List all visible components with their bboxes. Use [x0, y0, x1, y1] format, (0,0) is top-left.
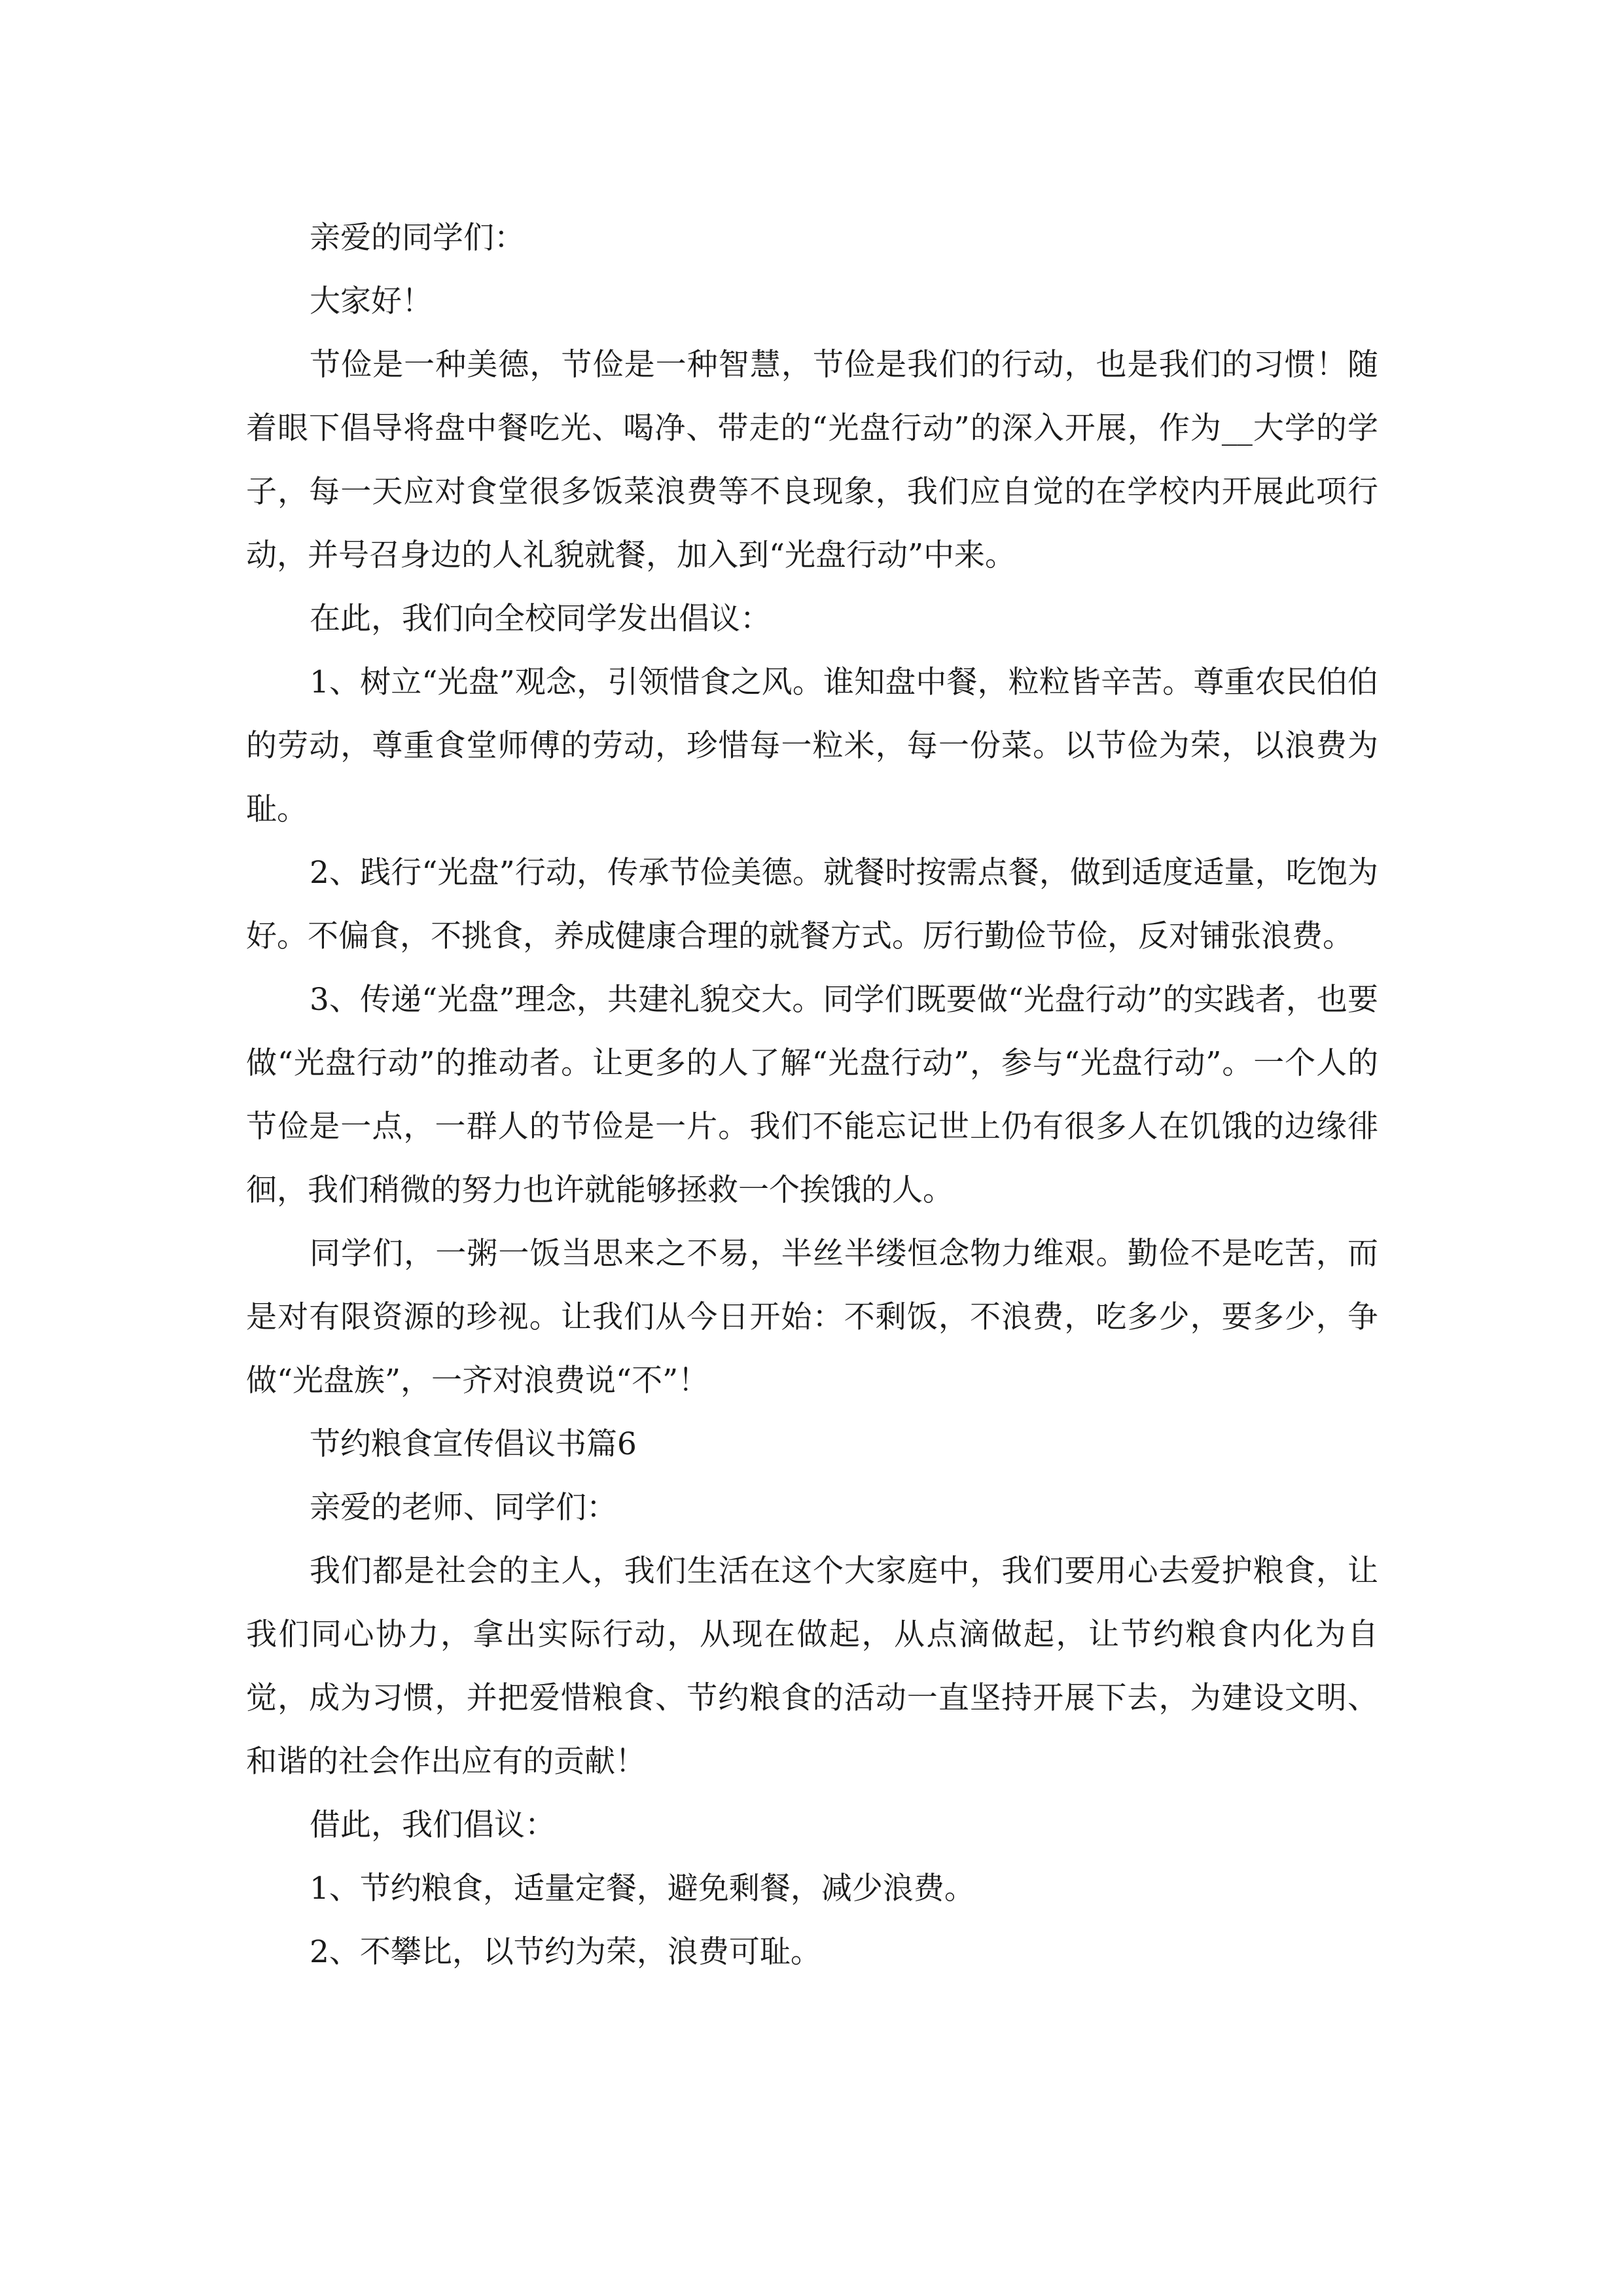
paragraph-closing: 同学们，一粥一饭当思来之不易，半丝半缕恒念物力维艰。勤俭不是吃苦，而是对有限资源的珍视。让我们从今日开始：不剩饭，不浪费，吃多少，要多少，争做“光盘族”，一齐对浪费说“不”！: [246, 1236, 1378, 1399]
paragraph-intro: 节俭是一种美德，节俭是一种智慧，节俭是我们的行动，也是我们的习惯！随着眼下倡导将盘中餐吃光、喝净、带走的“光盘行动”的深入开展，作为__大学的学子，每一天应对食堂很多饭菜浪费等不良现象，我们应自觉的在学校内开展此项行动，并号召身边的人礼貌就餐，加入到“光盘行动”中来。: [246, 347, 1378, 573]
salutation-2: 亲爱的老师、同学们：: [310, 1490, 617, 1526]
proposal-item-2: 2、践行“光盘”行动，传承节俭美德。就餐时按需点餐，做到适度适量，吃饱为好。不偏食，不挑食，养成健康合理的就餐方式。厉行勤俭节俭，反对铺张浪费。: [246, 855, 1378, 954]
document-body: [246, 206, 1378, 1984]
proposal-item-3: 3、传递“光盘”理念，共建礼貌交大。同学们既要做“光盘行动”的实践者，也要做“光盘行动”的推动者。让更多的人了解“光盘行动”，参与“光盘行动”。一个人的节俭是一点，一群人的节俭是一片。我们不能忘记世上仍有很多人在饥饿的边缘徘徊，我们稍微的努力也许就能够拯救一个挨饿的人。: [246, 982, 1378, 1208]
proposal-item-2-2: 2、不攀比，以节约为荣，浪费可耻。: [310, 1934, 821, 1970]
proposal-item-1: 1、树立“光盘”观念，引领惜食之风。谁知盘中餐，粒粒皆辛苦。尊重农民伯伯的劳动，尊重食堂师傅的劳动，珍惜每一粒米，每一份菜。以节俭为荣，以浪费为耻。: [246, 664, 1378, 827]
greeting: 大家好！: [310, 283, 433, 319]
proposal-item-2-1: 1、节约粮食，适量定餐，避免剩餐，减少浪费。: [310, 1871, 975, 1907]
salutation: 亲爱的同学们：: [310, 220, 525, 256]
paragraph-proposal-lead-2: 借此，我们倡议：: [310, 1807, 556, 1843]
paragraph-body-2: 我们都是社会的主人，我们生活在这个大家庭中，我们要用心去爱护粮食，让我们同心协力，拿出实际行动，从现在做起，从点滴做起，让节约粮食内化为自觉，成为习惯，并把爱惜粮食、节约粮食的活动一直坚持开展下去，为建设文明、和谐的社会作出应有的贡献！: [246, 1553, 1378, 1780]
paragraph-proposal-lead: 在此，我们向全校同学发出倡议：: [310, 601, 771, 637]
section-title: 节约粮食宣传倡议书篇6: [310, 1426, 637, 1462]
